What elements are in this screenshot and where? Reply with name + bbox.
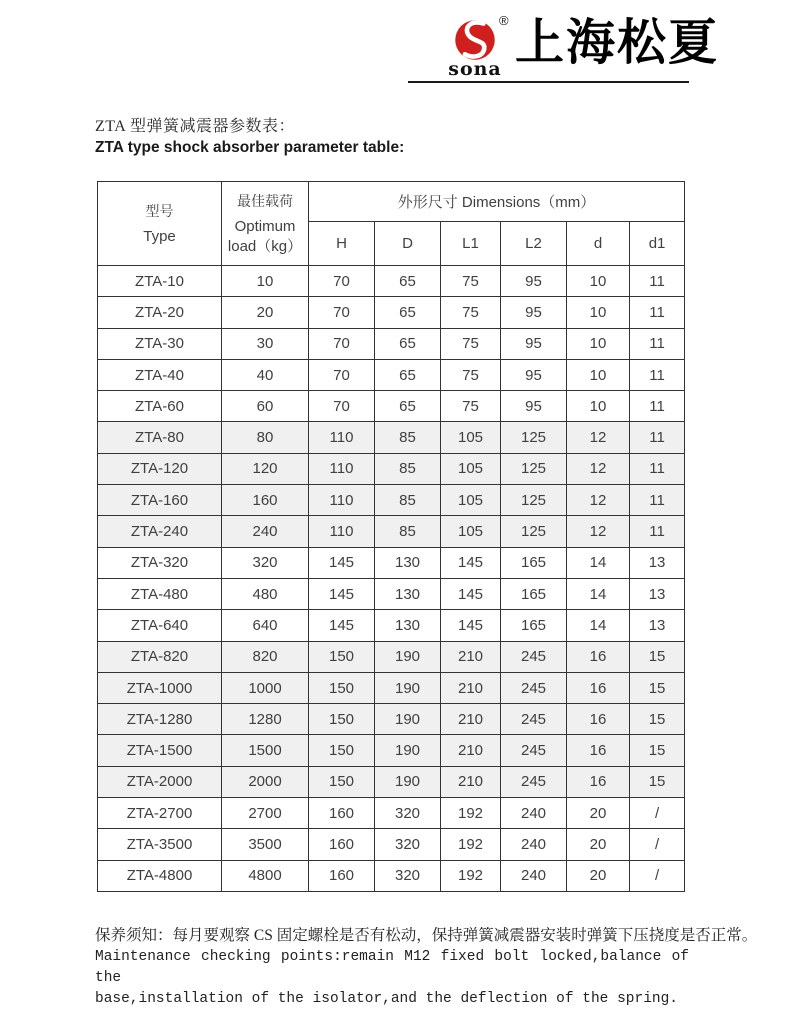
dimension-cell: 192 bbox=[441, 829, 501, 860]
table-header bbox=[98, 182, 685, 266]
col-header-D: D bbox=[375, 222, 441, 266]
dimension-cell: 320 bbox=[375, 829, 441, 860]
parameter-table bbox=[97, 181, 685, 892]
dimension-cell: 210 bbox=[441, 766, 501, 797]
dimension-cell: 12 bbox=[567, 422, 630, 453]
dimension-cell: 95 bbox=[501, 297, 567, 328]
model-cell: ZTA-1280 bbox=[98, 704, 222, 735]
dimension-cell: 65 bbox=[375, 266, 441, 297]
model-cell: ZTA-120 bbox=[98, 453, 222, 484]
maintenance-note-zh: 保养须知：每月要观察 CS 固定螺栓是否有松动，保持弹簧减震器安装时弹簧下压挠度是否正常。 bbox=[95, 927, 758, 944]
dimension-cell: 11 bbox=[630, 422, 685, 453]
dimension-cell: 240 bbox=[501, 829, 567, 860]
model-cell: ZTA-20 bbox=[98, 297, 222, 328]
dimension-cell: / bbox=[630, 798, 685, 829]
dimension-cell: 130 bbox=[375, 547, 441, 578]
dimension-cell: 165 bbox=[501, 578, 567, 609]
model-cell: ZTA-640 bbox=[98, 610, 222, 641]
dimension-cell: 2700 bbox=[222, 798, 309, 829]
dimension-cell: 165 bbox=[501, 547, 567, 578]
dimension-cell: 30 bbox=[222, 328, 309, 359]
registered-trademark-icon: ® bbox=[499, 13, 509, 28]
dimension-cell: 245 bbox=[501, 641, 567, 672]
dimension-cell: 12 bbox=[567, 516, 630, 547]
dimension-cell: 120 bbox=[222, 453, 309, 484]
dimension-cell: 150 bbox=[309, 766, 375, 797]
table-row bbox=[98, 578, 685, 609]
dimension-cell: 20 bbox=[567, 798, 630, 829]
dimension-cell: 85 bbox=[375, 485, 441, 516]
dimension-cell: 15 bbox=[630, 672, 685, 703]
dimension-cell: 1500 bbox=[222, 735, 309, 766]
dimension-cell: 105 bbox=[441, 516, 501, 547]
dimension-cell: 210 bbox=[441, 704, 501, 735]
table-row bbox=[98, 516, 685, 547]
dimension-cell: 85 bbox=[375, 516, 441, 547]
col-header-model-en: Type bbox=[143, 227, 176, 245]
maintenance-note bbox=[95, 925, 758, 1010]
dimension-cell: 125 bbox=[501, 453, 567, 484]
table-row bbox=[98, 328, 685, 359]
dimension-cell: 15 bbox=[630, 735, 685, 766]
dimension-cell: 70 bbox=[309, 328, 375, 359]
col-header-model bbox=[98, 182, 222, 266]
dimension-cell: 10 bbox=[567, 328, 630, 359]
dimension-cell: 190 bbox=[375, 735, 441, 766]
dimension-cell: 145 bbox=[441, 547, 501, 578]
dimension-cell: 105 bbox=[441, 485, 501, 516]
dimension-cell: 65 bbox=[375, 297, 441, 328]
table-row bbox=[98, 798, 685, 829]
page-title-en: ZTA type shock absorber parameter table: bbox=[95, 139, 405, 156]
dimension-cell: 85 bbox=[375, 422, 441, 453]
dimension-cell: 13 bbox=[630, 610, 685, 641]
dimension-cell: 1280 bbox=[222, 704, 309, 735]
model-cell: ZTA-820 bbox=[98, 641, 222, 672]
dimension-cell: 95 bbox=[501, 266, 567, 297]
dimension-cell: 820 bbox=[222, 641, 309, 672]
dimension-cell: 95 bbox=[501, 328, 567, 359]
col-header-load-en1: Optimum bbox=[234, 217, 296, 235]
model-cell: ZTA-240 bbox=[98, 516, 222, 547]
model-cell: ZTA-60 bbox=[98, 391, 222, 422]
dimension-cell: 2000 bbox=[222, 766, 309, 797]
dimension-cell: 210 bbox=[441, 672, 501, 703]
dimension-cell: 11 bbox=[630, 391, 685, 422]
model-cell: ZTA-4800 bbox=[98, 860, 222, 891]
dimension-cell: 10 bbox=[222, 266, 309, 297]
dimension-cell: 14 bbox=[567, 610, 630, 641]
model-cell: ZTA-2700 bbox=[98, 798, 222, 829]
dimension-cell: 190 bbox=[375, 704, 441, 735]
table-row bbox=[98, 485, 685, 516]
dimension-cell: 150 bbox=[309, 672, 375, 703]
model-cell: ZTA-40 bbox=[98, 359, 222, 390]
dimension-cell: 210 bbox=[441, 641, 501, 672]
dimension-cell: 210 bbox=[441, 735, 501, 766]
dimension-cell: 160 bbox=[222, 485, 309, 516]
col-header-load bbox=[222, 182, 309, 266]
dimension-cell: 105 bbox=[441, 453, 501, 484]
dimension-cell: 40 bbox=[222, 359, 309, 390]
sona-logo-icon bbox=[454, 18, 496, 62]
table-row bbox=[98, 391, 685, 422]
company-name: 上海松夏 bbox=[515, 14, 720, 71]
dimension-cell: 192 bbox=[441, 860, 501, 891]
model-cell: ZTA-2000 bbox=[98, 766, 222, 797]
dimension-cell: 11 bbox=[630, 485, 685, 516]
dimension-cell: 240 bbox=[222, 516, 309, 547]
dimension-cell: 125 bbox=[501, 422, 567, 453]
dimension-cell: 80 bbox=[222, 422, 309, 453]
table-row bbox=[98, 266, 685, 297]
model-cell: ZTA-160 bbox=[98, 485, 222, 516]
dimension-cell: 125 bbox=[501, 485, 567, 516]
model-cell: ZTA-1500 bbox=[98, 735, 222, 766]
dimension-cell: 150 bbox=[309, 735, 375, 766]
model-cell: ZTA-3500 bbox=[98, 829, 222, 860]
model-cell: ZTA-30 bbox=[98, 328, 222, 359]
dimension-cell: 85 bbox=[375, 453, 441, 484]
dimension-cell: 1000 bbox=[222, 672, 309, 703]
dimension-cell: 320 bbox=[375, 860, 441, 891]
col-header-d1: d1 bbox=[630, 222, 685, 266]
dimension-cell: 245 bbox=[501, 766, 567, 797]
dimension-cell: 70 bbox=[309, 359, 375, 390]
dimension-cell: 150 bbox=[309, 641, 375, 672]
dimension-cell: 160 bbox=[309, 860, 375, 891]
dimension-cell: 70 bbox=[309, 391, 375, 422]
dimension-cell: 10 bbox=[567, 359, 630, 390]
dimension-cell: 110 bbox=[309, 453, 375, 484]
table-row bbox=[98, 359, 685, 390]
dimension-cell: 16 bbox=[567, 704, 630, 735]
dimension-cell: 14 bbox=[567, 578, 630, 609]
dimension-cell: 16 bbox=[567, 735, 630, 766]
col-header-load-en2: load（kg） bbox=[227, 237, 303, 255]
dimension-cell: 20 bbox=[567, 829, 630, 860]
dimension-cell: 15 bbox=[630, 641, 685, 672]
dimension-cell: 145 bbox=[309, 578, 375, 609]
dimension-cell: 160 bbox=[309, 829, 375, 860]
dimension-cell: 65 bbox=[375, 359, 441, 390]
dimension-cell: 20 bbox=[567, 860, 630, 891]
dimension-cell: 192 bbox=[441, 798, 501, 829]
dimension-cell: 160 bbox=[309, 798, 375, 829]
maintenance-note-en1: Maintenance checking points:remain M12 fixed bolt locked,balance of the bbox=[95, 949, 689, 986]
dimension-cell: 65 bbox=[375, 391, 441, 422]
table-row bbox=[98, 704, 685, 735]
dimension-cell: 145 bbox=[309, 547, 375, 578]
model-cell: ZTA-80 bbox=[98, 422, 222, 453]
table-row bbox=[98, 297, 685, 328]
table-row bbox=[98, 453, 685, 484]
dimension-cell: 75 bbox=[441, 328, 501, 359]
dimension-cell: 145 bbox=[441, 578, 501, 609]
dimension-cell: 75 bbox=[441, 391, 501, 422]
dimension-cell: 240 bbox=[501, 798, 567, 829]
dimension-cell: / bbox=[630, 860, 685, 891]
dimension-cell: 95 bbox=[501, 359, 567, 390]
dimension-cell: 110 bbox=[309, 516, 375, 547]
table-row bbox=[98, 766, 685, 797]
table-row bbox=[98, 735, 685, 766]
dimension-cell: 16 bbox=[567, 766, 630, 797]
dimension-cell: 3500 bbox=[222, 829, 309, 860]
dimension-cell: 13 bbox=[630, 547, 685, 578]
dimension-cell: 11 bbox=[630, 516, 685, 547]
dimension-cell: 95 bbox=[501, 391, 567, 422]
col-header-L1: L1 bbox=[441, 222, 501, 266]
dimension-cell: 110 bbox=[309, 485, 375, 516]
model-cell: ZTA-1000 bbox=[98, 672, 222, 703]
col-header-load-zh: 最佳载荷 bbox=[237, 192, 293, 209]
col-header-dimensions: 外形尺寸 Dimensions（mm） bbox=[309, 182, 685, 222]
dimension-cell: 145 bbox=[441, 610, 501, 641]
table-row bbox=[98, 672, 685, 703]
dimension-cell: 15 bbox=[630, 704, 685, 735]
col-header-L2: L2 bbox=[501, 222, 567, 266]
dimension-cell: 60 bbox=[222, 391, 309, 422]
col-header-d: d bbox=[567, 222, 630, 266]
dimension-cell: 11 bbox=[630, 328, 685, 359]
page-title-zh: ZTA 型弹簧减震器参数表： bbox=[95, 118, 295, 135]
dimension-cell: 245 bbox=[501, 704, 567, 735]
dimension-cell: 240 bbox=[501, 860, 567, 891]
dimension-cell: 640 bbox=[222, 610, 309, 641]
dimension-cell: 75 bbox=[441, 297, 501, 328]
model-cell: ZTA-480 bbox=[98, 578, 222, 609]
dimension-cell: / bbox=[630, 829, 685, 860]
dimension-cell: 70 bbox=[309, 297, 375, 328]
dimension-cell: 125 bbox=[501, 516, 567, 547]
col-header-model-zh: 型号 bbox=[145, 202, 174, 219]
dimension-cell: 11 bbox=[630, 266, 685, 297]
dimension-cell: 10 bbox=[567, 266, 630, 297]
dimension-cell: 16 bbox=[567, 672, 630, 703]
dimension-cell: 130 bbox=[375, 578, 441, 609]
dimension-cell: 75 bbox=[441, 266, 501, 297]
dimension-cell: 75 bbox=[441, 359, 501, 390]
model-cell: ZTA-10 bbox=[98, 266, 222, 297]
dimension-cell: 190 bbox=[375, 672, 441, 703]
dimension-cell: 65 bbox=[375, 328, 441, 359]
table-row bbox=[98, 860, 685, 891]
dimension-cell: 70 bbox=[309, 266, 375, 297]
dimension-cell: 14 bbox=[567, 547, 630, 578]
dimension-cell: 320 bbox=[375, 798, 441, 829]
maintenance-note-en2: base,installation of the isolator,and the deflection of the spring. bbox=[95, 991, 678, 1007]
dimension-cell: 145 bbox=[309, 610, 375, 641]
table-row bbox=[98, 422, 685, 453]
table-row bbox=[98, 547, 685, 578]
dimension-cell: 190 bbox=[375, 766, 441, 797]
dimension-cell: 13 bbox=[630, 578, 685, 609]
dimension-cell: 480 bbox=[222, 578, 309, 609]
col-header-H: H bbox=[309, 222, 375, 266]
dimension-cell: 245 bbox=[501, 735, 567, 766]
dimension-cell: 320 bbox=[222, 547, 309, 578]
table-body bbox=[98, 266, 685, 892]
dimension-cell: 20 bbox=[222, 297, 309, 328]
dimension-cell: 12 bbox=[567, 485, 630, 516]
dimension-cell: 11 bbox=[630, 359, 685, 390]
dimension-cell: 11 bbox=[630, 297, 685, 328]
table-row bbox=[98, 641, 685, 672]
dimension-cell: 12 bbox=[567, 453, 630, 484]
table-row bbox=[98, 829, 685, 860]
dimension-cell: 16 bbox=[567, 641, 630, 672]
dimension-cell: 245 bbox=[501, 672, 567, 703]
dimension-cell: 10 bbox=[567, 297, 630, 328]
dimension-cell: 11 bbox=[630, 453, 685, 484]
dimension-cell: 165 bbox=[501, 610, 567, 641]
dimension-cell: 4800 bbox=[222, 860, 309, 891]
dimension-cell: 190 bbox=[375, 641, 441, 672]
dimension-cell: 105 bbox=[441, 422, 501, 453]
dimension-cell: 150 bbox=[309, 704, 375, 735]
dimension-cell: 130 bbox=[375, 610, 441, 641]
dimension-cell: 15 bbox=[630, 766, 685, 797]
model-cell: ZTA-320 bbox=[98, 547, 222, 578]
sona-ball-icon bbox=[454, 18, 496, 62]
brand-name: sona bbox=[448, 58, 502, 80]
table-row bbox=[98, 610, 685, 641]
dimension-cell: 10 bbox=[567, 391, 630, 422]
dimension-cell: 110 bbox=[309, 422, 375, 453]
logo-divider bbox=[408, 81, 689, 83]
